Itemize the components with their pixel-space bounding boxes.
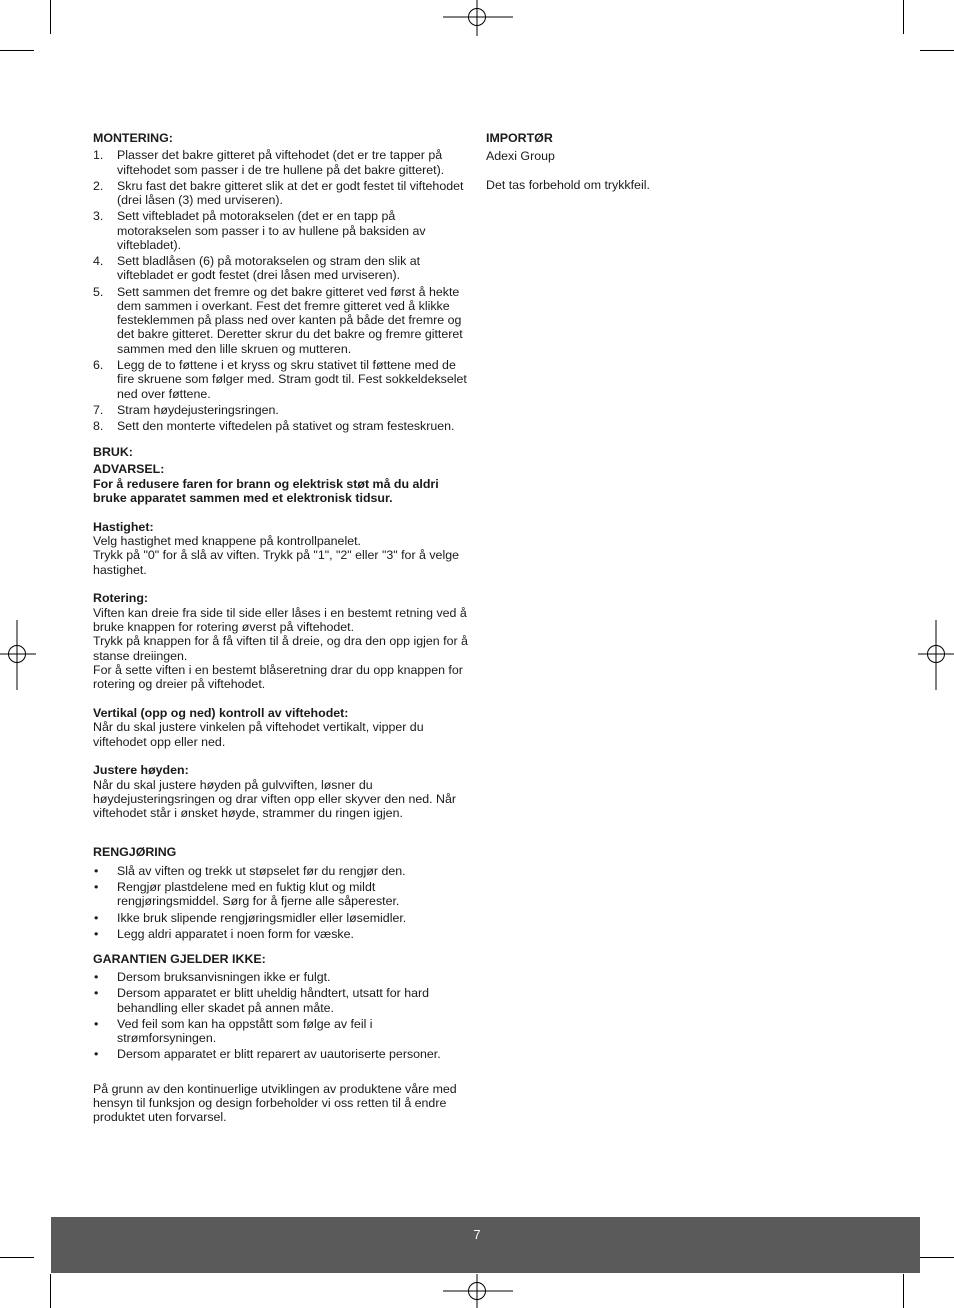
item-number: 1. [93, 148, 104, 163]
bullet-icon: • [94, 880, 99, 895]
bullet-icon: • [94, 1016, 99, 1031]
list-item [93, 1017, 471, 1046]
print-disclaimer: Det tas forbehold om trykkfeil. [486, 178, 650, 193]
bullet-icon: • [94, 970, 99, 985]
rengjoring-heading: RENGJØRING [93, 844, 177, 859]
item-text: Dersom bruksanvisningen ikke er fulgt. [117, 970, 331, 985]
item-text: Rengjør plastdelene med en fuktig klut og mildt rengjøringsmiddel. Sørg for å fjerne alle såperester. [117, 880, 400, 909]
item-text: Skru fast det bakre gitteret slik at det er godt festet til viftehodet (drei låsen (3) med urviseren). [117, 178, 464, 208]
justere-heading: Justere høyden: [93, 763, 189, 778]
vertikal-heading: Vertikal (opp og ned) kontroll av viftehodet: [93, 706, 349, 721]
crop-mark [0, 1257, 34, 1258]
hastighet-line: Trykk på "0" for å slå av viften. Trykk på "1", "2" eller "3" for å velge hastighet. [93, 548, 459, 577]
item-text: Legg aldri apparatet i noen form for væske. [117, 926, 354, 941]
bruk-heading: BRUK: [93, 445, 133, 460]
list-item [93, 358, 471, 401]
item-number: 2. [93, 178, 104, 193]
registration-mark-icon [0, 620, 36, 690]
warning-label: ADVARSEL: [93, 462, 165, 477]
registration-mark-icon [918, 620, 954, 690]
item-text: Sett den monterte viftedelen på stativet og stram festeskruen. [117, 418, 455, 433]
item-text: Legg de to føttene i et kryss og skru stativet til føttene med de fire skruene som følger med. Stram godt til. Fest sokkeldekselet ned over føttene. [117, 357, 467, 401]
list-item [93, 911, 471, 925]
list-item [93, 970, 471, 984]
hastighet-line: Velg hastighet med knappene på kontrollpanelet. [93, 534, 361, 549]
bullet-icon: • [94, 1047, 99, 1062]
item-text: Slå av viften og trekk ut støpselet før du rengjør den. [117, 863, 406, 878]
crop-mark [50, 1274, 51, 1308]
list-item [93, 864, 471, 878]
list-item [93, 880, 471, 909]
crop-mark [920, 50, 954, 51]
hastighet-heading: Hastighet: [93, 519, 154, 534]
list-item [93, 1047, 471, 1061]
list-item [93, 419, 471, 433]
crop-mark [903, 0, 904, 34]
left-column [93, 131, 471, 1124]
justere-text: Når du skal justere høyden på gulvviften, løsner du høydejusteringsringen og drar viften opp eller skyver den ned. Når viftehodet står i ønsket høyde, strammer du ringen igjen. [93, 777, 456, 821]
crop-mark [0, 50, 34, 51]
importor-heading: IMPORTØR [486, 131, 553, 145]
rotering-line: Trykk på knappen for å få viften til å dreie, og dra den opp igjen for å stanse dreiingen. [93, 634, 468, 663]
list-item [93, 986, 471, 1015]
rotering-line: For å sette viften i en bestemt blåseretning drar du opp knappen for rotering og dreier på viftehodet. [93, 662, 463, 692]
list-item [93, 254, 471, 283]
item-text: Sett viftebladet på motorakselen (det er en tapp på motorakselen som passer i to av hullene på baksiden av viftebladet). [117, 209, 426, 252]
list-item [93, 285, 471, 356]
item-number: 8. [93, 418, 104, 433]
item-text: Ikke bruk slipende rengjøringsmidler eller løsemidler. [117, 910, 407, 925]
montering-list [93, 148, 471, 433]
list-item [93, 148, 471, 177]
footer-bar [51, 1217, 920, 1273]
bullet-icon: • [94, 910, 99, 925]
item-text: Ved feil som kan ha oppstått som følge av feil i strømforsyningen. [117, 1016, 373, 1046]
item-text: Sett sammen det fremre og det bakre gitteret ved først å hekte dem sammen i overkant. Fest det fremre gitteret ved å klikke festeklemmen på plass ned over kanten på både det fremre og det bakre gitteret. Deretter skrur du det bakre og fremre gitteret sammen med den lille skruen og mutteren. [117, 284, 463, 356]
rotering-heading: Rotering: [93, 591, 149, 606]
list-item [93, 179, 471, 208]
item-text: Plasser det bakre gitteret på viftehodet (det er tre tapper på viftehodet som passer i de tre hullene på det bakre gitteret). [117, 148, 445, 177]
registration-mark-icon [443, 1274, 513, 1308]
company-name: Adexi Group [486, 149, 555, 164]
rotering-line: Viften kan dreie fra side til side eller låses i en bestemt retning ved å bruke knappen for rotering øverst på viftehodet. [93, 605, 467, 635]
bullet-icon: • [94, 986, 99, 1001]
crop-mark [50, 0, 51, 34]
warning-text: For å redusere faren for brann og elektrisk støt må du aldri bruke apparatet sammen med et elektronisk tidsur. [93, 476, 439, 505]
montering-heading: MONTERING: [93, 131, 173, 145]
item-number: 4. [93, 254, 104, 269]
crop-mark [920, 1257, 954, 1258]
list-item [93, 927, 471, 941]
garanti-heading: GARANTIEN GJELDER IKKE: [93, 951, 266, 966]
item-number: 6. [93, 357, 104, 372]
right-column [486, 131, 866, 192]
page-number: 7 [473, 1227, 481, 1242]
crop-mark [903, 1274, 904, 1308]
bullet-icon: • [94, 926, 99, 941]
item-text: Sett bladlåsen (6) på motorakselen og stram den slik at viftebladet er godt festet (drei låsen med urviseren). [117, 254, 421, 283]
bullet-icon: • [94, 863, 99, 878]
item-number: 3. [93, 209, 104, 224]
item-text: Stram høydejusteringsringen. [117, 402, 279, 417]
vertikal-text: Når du skal justere vinkelen på viftehodet vertikalt, vipper du viftehodet opp eller ned. [93, 720, 424, 749]
item-text: Dersom apparatet er blitt reparert av uautoriserte personer. [117, 1047, 441, 1062]
garanti-list [93, 970, 471, 1061]
rengjoring-list [93, 864, 471, 941]
list-item [93, 403, 471, 417]
item-text: Dersom apparatet er blitt uheldig håndtert, utsatt for hard behandling eller skadet på annen måte. [117, 986, 430, 1015]
registration-mark-icon [443, 0, 513, 36]
item-number: 5. [93, 284, 104, 299]
item-number: 7. [93, 402, 104, 417]
list-item [93, 209, 471, 252]
closing-paragraph: På grunn av den kontinuerlige utviklingen av produktene våre med hensyn til funksjon og design forbeholder vi oss retten til å endre produktet uten forvarsel. [93, 1081, 457, 1125]
